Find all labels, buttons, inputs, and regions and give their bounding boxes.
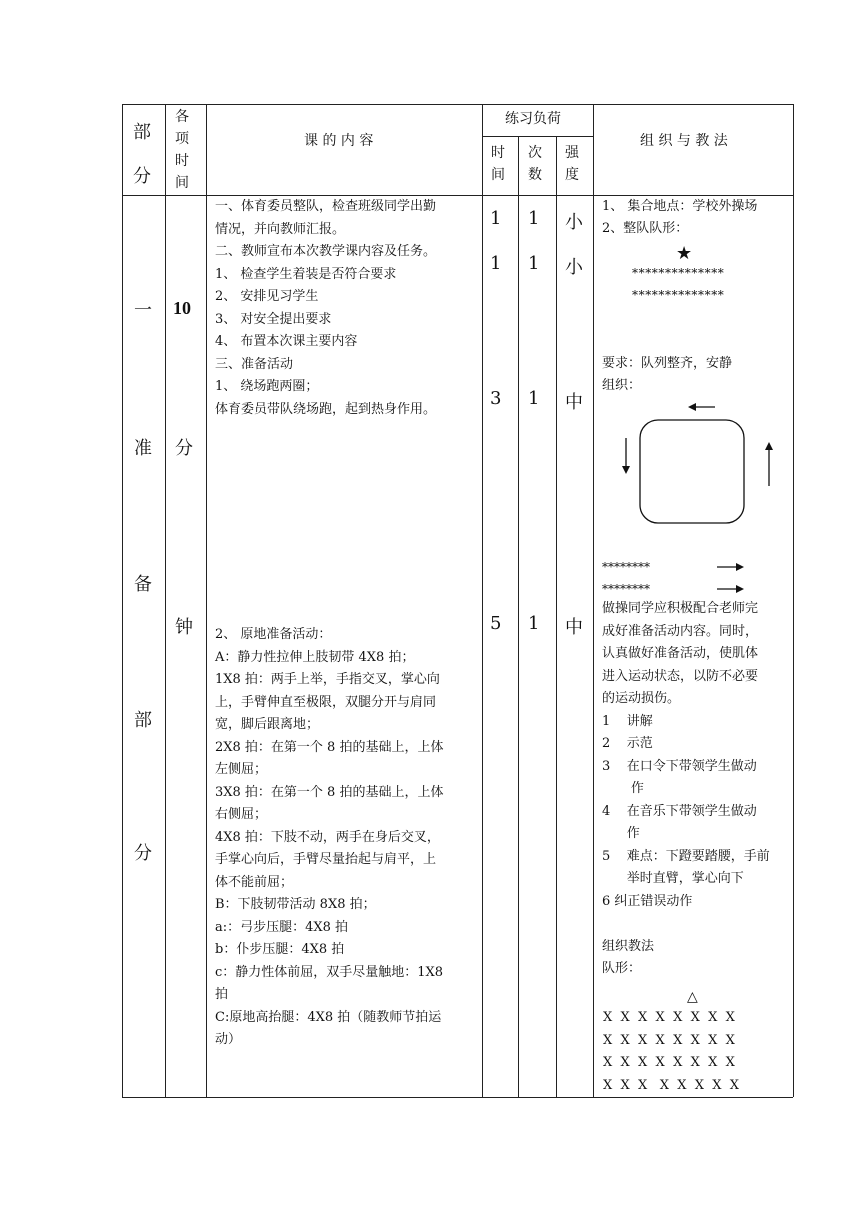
dots-row: ********: [602, 560, 650, 574]
table-right-border: [793, 104, 794, 1097]
content-line: 右侧屈；: [215, 807, 268, 822]
header-time-3: 时: [175, 153, 189, 169]
load-time-1: 1: [490, 208, 502, 229]
content-line: b：仆步压腿：4X8 拍: [215, 942, 345, 957]
arrow-up-icon: [765, 442, 773, 486]
content-line: B：下肢韧带活动 8X8 拍；: [215, 897, 376, 912]
method-line: 1 讲解: [602, 713, 653, 729]
arrow-right-icon: [716, 561, 746, 573]
header-load-time-2: 间: [491, 167, 505, 183]
header-part-1: 部: [133, 122, 151, 143]
method-line: 1、 集合地点：学校外操场: [602, 199, 758, 214]
method-line: 4 在音乐下带领学生做动: [602, 803, 757, 819]
header-part-2: 分: [133, 166, 151, 187]
time-number: 10: [173, 298, 191, 318]
method-line: 举时直臂，掌心向下: [602, 871, 744, 886]
method-line: 做操同学应积极配合老师完: [602, 601, 759, 616]
time-unit-1: 分: [175, 438, 193, 459]
content-line: A：静力性拉伸上肢韧带 4X8 拍；: [215, 649, 415, 665]
col-divider-3: [482, 104, 483, 1097]
time-unit-2: 钟: [175, 617, 193, 638]
content-line: 1X8 拍：两手上举，手指交叉，掌心向: [215, 672, 440, 687]
part-char-3: 备: [134, 574, 152, 595]
content-line: 体育委员带队绕场跑，起到热身作用。: [215, 401, 437, 417]
load-subheader-line: [482, 136, 593, 137]
header-method: 组 织 与 教 法: [640, 133, 728, 149]
header-time-4: 间: [175, 175, 189, 191]
method-line: 组织教法: [602, 938, 655, 954]
content-line: 4、 布置本次课主要内容: [215, 334, 358, 349]
formation-stars-row: **************: [632, 266, 725, 280]
arrow-right-icon: [716, 583, 746, 595]
load-intensity-1: 小: [565, 212, 583, 233]
organization-label: 组织：: [602, 378, 642, 393]
method-details: [602, 598, 770, 981]
method-line: 5 难点：下蹬要踏腰，手前: [602, 848, 770, 864]
header-load-intensity-2: 度: [565, 167, 579, 183]
content-line: 一、体育委员整队，检查班级同学出勤: [215, 199, 437, 214]
method-line: 作: [602, 826, 640, 841]
col-divider-2: [206, 104, 207, 1097]
col-divider-6: [593, 104, 594, 1097]
formation-x-row: X X X X X X X X: [603, 1055, 735, 1070]
load-time-3: 3: [490, 388, 502, 409]
running-route-diagram: [610, 398, 790, 528]
header-load-count-1: 次: [528, 145, 542, 161]
header-load-time-1: 时: [491, 145, 505, 161]
star-icon: ★: [676, 243, 693, 264]
header-load-intensity-1: 强: [565, 145, 579, 161]
part-char-2: 准: [134, 438, 152, 459]
header-time-1: 各: [175, 109, 189, 125]
col-divider-4: [518, 136, 519, 1097]
method-line: 的运动损伤。: [602, 691, 681, 706]
content-line: 拍: [215, 987, 229, 1002]
content-line: 4X8 拍：下肢不动，两手在身后交叉，: [215, 829, 440, 845]
content-line: 2、 原地准备活动：: [215, 627, 332, 642]
load-intensity-4: 中: [565, 617, 583, 638]
part-char-5: 分: [134, 843, 152, 864]
formation-x-row: X X X X X X X X: [603, 1010, 735, 1025]
arrow-down-icon: [622, 438, 630, 474]
method-line: 2 示范: [602, 736, 653, 751]
content-top: [215, 196, 436, 421]
content-line: 宽，脚后跟离地；: [215, 717, 320, 732]
content-line: 三、准备活动: [215, 356, 294, 372]
dots-row: ********: [602, 582, 650, 596]
content-line: a:：弓步压腿：4X8 拍: [215, 919, 349, 935]
content-line: 情况，并向教师汇报。: [215, 221, 346, 237]
content-line: 二、教师宣布本次教学课内容及任务。: [215, 244, 437, 259]
requirement-line: 要求：队列整齐，安静: [602, 356, 733, 371]
part-char-1: 一: [134, 300, 152, 321]
table-bottom-border: [122, 1097, 793, 1098]
student-formation: [603, 1007, 739, 1097]
part-char-4: 部: [134, 710, 152, 731]
header-load-count-2: 数: [528, 167, 542, 183]
load-time-2: 1: [490, 253, 502, 274]
header-content: 课 的 内 容: [304, 133, 374, 149]
teacher-triangle-icon: △: [687, 989, 698, 1005]
load-time-4: 5: [490, 613, 502, 634]
load-count-3: 1: [528, 388, 540, 409]
content-line: 3X8 拍：在第一个 8 拍的基础上，上体: [215, 784, 444, 800]
content-bottom: [215, 624, 443, 1052]
formation-stars-row: **************: [632, 288, 725, 302]
content-line: 1、 检查学生着装是否符合要求: [215, 266, 397, 282]
header-time-2: 项: [175, 131, 189, 147]
content-line: 体不能前屈；: [215, 874, 294, 890]
method-line: 成好准备活动内容。同时，: [602, 623, 759, 639]
method-line: 6 纠正错误动作: [602, 893, 693, 909]
route-loop: [640, 420, 744, 523]
load-count-1: 1: [528, 208, 540, 229]
table-left-border: [122, 104, 123, 1097]
method-line: 队形：: [602, 961, 642, 976]
formation-x-row: X X X X X X X X: [603, 1032, 735, 1048]
content-line: C:原地高抬腿：4X8 拍（随教师节拍运: [215, 1009, 442, 1025]
method-line: 作: [602, 781, 644, 796]
content-line: 手掌心向后，手臂尽量抬起与肩平，上: [215, 852, 437, 867]
arrow-left-icon: [688, 403, 715, 411]
content-line: c：静力性体前屈，双手尽量触地：1X8: [215, 964, 444, 980]
method-line: 认真做好准备活动，使肌体: [602, 646, 759, 661]
content-line: 动）: [215, 1032, 242, 1047]
content-line: 3、 对安全提出要求: [215, 311, 332, 327]
load-count-2: 1: [528, 253, 540, 274]
formation-x-row: X X X X X X X X: [603, 1077, 740, 1093]
load-count-4: 1: [528, 613, 540, 634]
method-line: 2、整队队形：: [602, 221, 689, 236]
col-divider-1: [165, 104, 166, 1097]
content-line: 2、 安排见习学生: [215, 289, 319, 304]
method-line: [602, 913, 770, 936]
header-load: 练习负荷: [505, 111, 561, 127]
content-line: 上，手臂伸直至极限，双腿分开与肩同: [215, 694, 437, 710]
col-divider-5: [556, 136, 557, 1097]
load-intensity-2: 小: [565, 257, 583, 278]
method-line: 3 在口令下带领学生做动: [602, 758, 757, 774]
table-top-border: [122, 104, 793, 105]
content-line: 1、 绕场跑两圈；: [215, 379, 319, 394]
content-line: 左侧屈；: [215, 762, 268, 777]
method-line: 进入运动状态，以防不必要: [602, 668, 759, 684]
content-line: 2X8 拍：在第一个 8 拍的基础上，上体: [215, 739, 444, 755]
load-intensity-3: 中: [565, 392, 583, 413]
